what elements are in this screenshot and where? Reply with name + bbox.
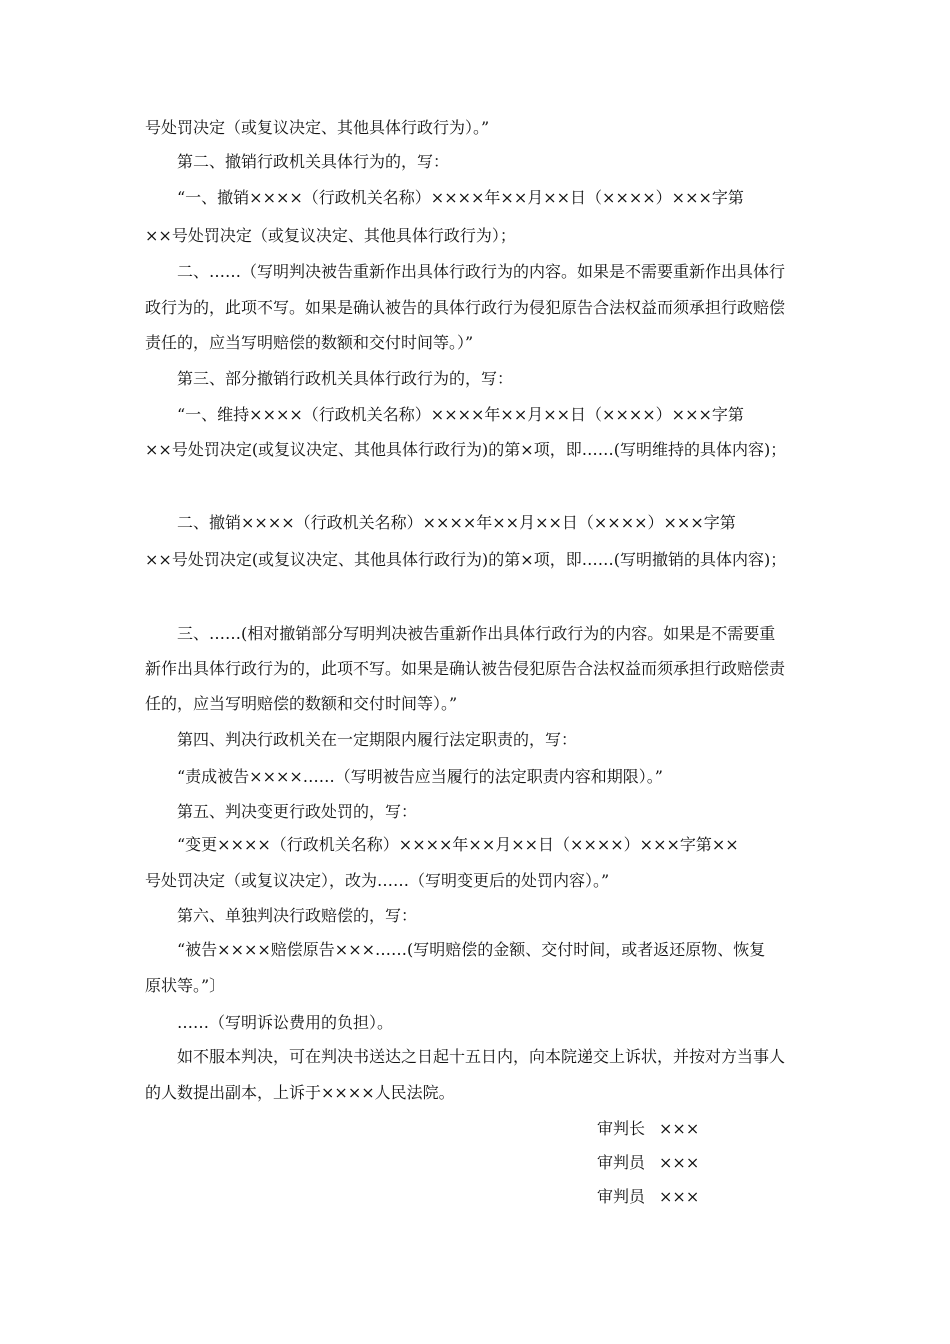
text-line: “变更××××（行政机关名称）××××年××月××日（××××）×××字第×× <box>177 835 739 854</box>
signature-role: 审判员 <box>597 1153 646 1172</box>
text-line: 政行为的，此项不写。如果是确认被告的具体行政行为侵犯原告合法权益而须承担行政赔偿 <box>145 298 786 317</box>
signature-line <box>597 1119 699 1139</box>
text-line: 责任的，应当写明赔偿的数额和交付时间等。）” <box>145 333 474 352</box>
text-line: 任的，应当写明赔偿的数额和交付时间等）。” <box>145 694 458 713</box>
text-line: 第三、部分撤销行政机关具体行政行为的，写： <box>177 369 514 388</box>
text-line: 号处罚决定（或复议决定、其他具体行政行为）。” <box>145 118 490 137</box>
text-line: ××号处罚决定(或复议决定、其他具体行政行为)的第×项，即……(写明维持的具体内容)； <box>145 440 787 459</box>
text-line: 第四、判决行政机关在一定期限内履行法定职责的，写： <box>177 730 578 749</box>
text-line: 第六、单独判决行政赔偿的，写： <box>177 906 418 925</box>
signature-line <box>597 1187 699 1207</box>
text-line: 二、撤销××××（行政机关名称）××××年××月××日（××××）×××字第 <box>177 513 736 532</box>
text-line: ……（写明诉讼费用的负担）。 <box>177 1013 394 1032</box>
signature-line <box>597 1153 699 1173</box>
signature-name: ××× <box>659 1153 700 1172</box>
signature-role: 审判长 <box>597 1119 646 1138</box>
text-line: 二、……（写明判决被告重新作出具体行政行为的内容。如果是不需要重新作出具体行 <box>177 262 786 281</box>
text-line: 号处罚决定（或复议决定），改为……（写明变更后的处罚内容）。” <box>145 871 610 890</box>
text-line: 第二、撤销行政机关具体行为的，写： <box>177 152 450 171</box>
text-line: 新作出具体行政行为的，此项不写。如果是确认被告侵犯原告合法权益而须承担行政赔偿责 <box>145 659 786 678</box>
text-line: “一、撤销××××（行政机关名称）××××年××月××日（××××）×××字第 <box>177 188 744 207</box>
text-line: “一、维持××××（行政机关名称）××××年××月××日（××××）×××字第 <box>177 405 744 424</box>
text-line: ××号处罚决定（或复议决定、其他具体行政行为）； <box>145 226 516 245</box>
signature-name: ××× <box>659 1187 700 1206</box>
text-line: 第五、判决变更行政处罚的，写： <box>177 802 418 821</box>
text-line: 原状等。”〕 <box>145 976 226 995</box>
text-line: 如不服本判决，可在判决书送达之日起十五日内，向本院递交上诉状，并按对方当事人 <box>177 1047 786 1066</box>
text-line: ××号处罚决定(或复议决定、其他具体行政行为)的第×项，即……(写明撤销的具体内容)； <box>145 550 787 569</box>
signature-name: ××× <box>659 1119 700 1138</box>
signature-role: 审判员 <box>597 1187 646 1206</box>
text-line: “被告××××赔偿原告×××……(写明赔偿的金额、交付时间，或者返还原物、恢复 <box>177 940 766 959</box>
text-line: 的人数提出副本，上诉于××××人民法院。 <box>145 1083 455 1102</box>
text-line: 三、……(相对撤销部分写明判决被告重新作出具体行政行为的内容。如果是不需要重 <box>177 624 776 643</box>
text-line: “责成被告××××……（写明被告应当履行的法定职责内容和期限）。” <box>177 767 663 786</box>
